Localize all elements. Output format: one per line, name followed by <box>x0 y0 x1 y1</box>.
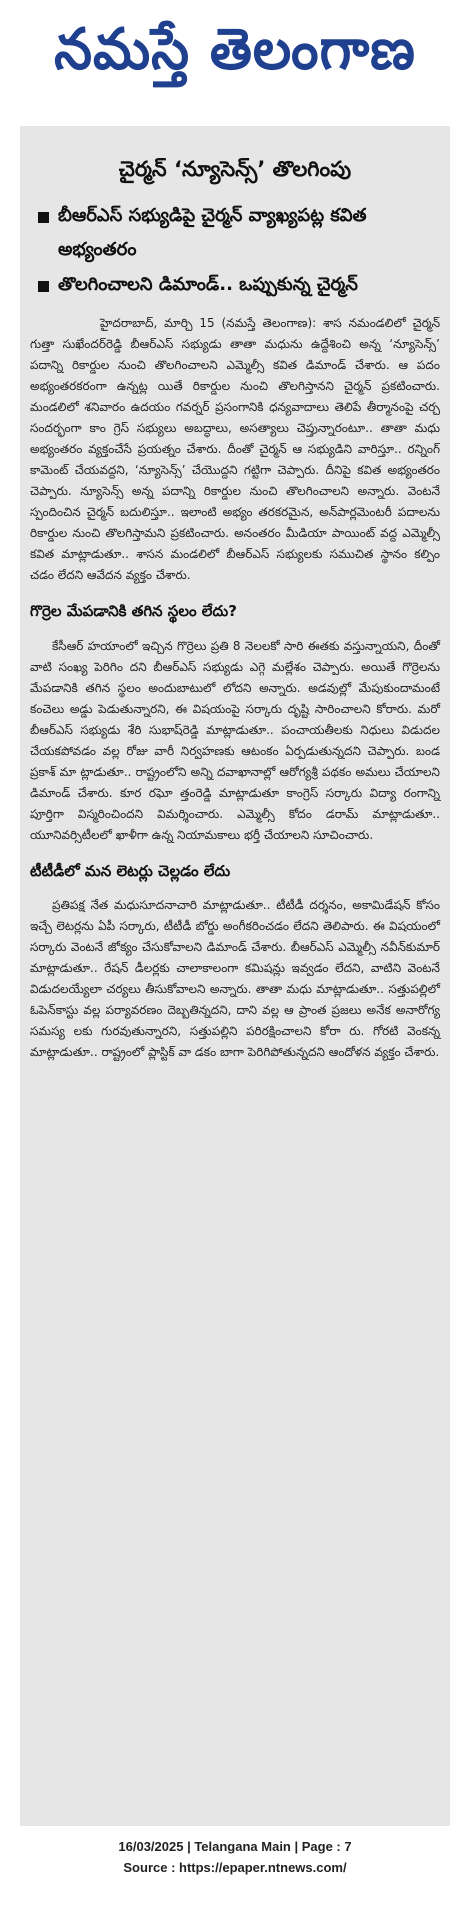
masthead <box>0 0 470 112</box>
sheep-paragraph: కేసీఆర్ హయాంలో ఇచ్చిన గొర్రెలు ప్రతి 8 నెలలకో సారి ఈతకు వస్తున్నాయని, దీంతో వాటి సంఖ్య పెరిగిం దని బీఆర్‌ఎస్ సభ్యుడు ఎగ్గె మల్లేశం చెప్పారు. అయితే గొర్రెలను మేపడానికి తగిన స్థలం అందుబాటులో లోదని అన్నారు. అడవుల్లో మేపుకుందామంటే కంచెలు అడ్డు పెడుతున్నారని, ఈ విషయంపై సర్కారు దృష్టి సారించాలని కోరారు. మరో బీఆర్‌ఎస్ సభ్యుడు శేరి సుభాష్‌రెడ్డి మాట్లాడుతూ.. పంచాయతీలకు నిధులు విడుదల చేయకపోవడం వల్ల రోజు వారీ నిర్వహణకు ఆటంకం ఏర్పడుతున్నదని చెప్పారు. బండ ప్రకాశ్ మా ట్లాడుతూ.. రాష్ట్రంలోని అన్ని దవాఖానాల్లో ఆరోగ్యశ్రీ పథకం అమలు చేయాలని డిమాండ్ చేశారు. కూర రఘో త్తంరెడ్డి మాట్లాడుతూ కాంగ్రెస్ సర్కారు విద్యా రంగాన్ని పూర్తిగా విస్మరించిందని విమర్శించారు. ఎమ్మెల్సీ కోదం డరామ్ మాట్లాడుతూ.. యూనివర్సిటీలలో ఖాళీగా ఉన్న నియామకాలు భర్తీ చేయాలని సూచించారు. <box>30 638 440 842</box>
footer <box>0 1836 470 1878</box>
footer-source-link[interactable]: Source : https://epaper.ntnews.com/ <box>123 1860 347 1875</box>
subheading-sheep: గొర్రెల మేపడానికి తగిన స్థలం లేదు? <box>30 602 237 621</box>
bullet-1: బీఆర్‌ఎస్ సభ్యుడిపై చైర్మన్ వ్యాఖ్యపట్ల కవిత అభ్యంతరం <box>38 199 440 266</box>
headline-bullets <box>30 199 440 301</box>
masthead-title: నమస్తే తెలంగాణ <box>54 15 416 82</box>
subheading-ttd: టీటీడీలో మన లెటర్లు చెల్లడం లేదు <box>30 861 231 880</box>
footer-edition-line: 16/03/2025 | Telangana Main | Page : 7 <box>118 1839 352 1854</box>
article-headline: చైర్మన్ ‘న్యూసెన్స్’ తొలగింపు <box>118 157 352 181</box>
bullet-2: తొలగించాలని డిమాండ్.. ఒప్పుకున్న చైర్మన్ <box>38 268 440 301</box>
dateline-paragraph: హైదరాబాద్, మార్చి 15 (నమస్తే తెలంగాణ): శాస నమండలిలో చైర్మన్ గుత్తా సుఖేందర్‌రెడ్డి బీఆర్‌ఎస్ సభ్యుడు తాతా మధును ఉద్దేశించి అన్న ‘న్యూసెన్స్’ పదాన్ని రికార్డుల నుంచి తొలగించాలని ఎమ్మెల్సీ కవిత డిమాండ్ చేశారు. ఆ పదం అభ్యంతరకరంగా ఉన్నట్ల యితే రికార్డుల నుంచి తొలగిస్తానని చైర్మన్ ప్రకటించారు. మండలిలో శనివారం ఉదయం గవర్నర్ ప్రసంగానికి ధన్యవాదాలు తెలిపే తీర్మానంపై చర్చ సందర్భంగా కాం గ్రెస్ సభ్యులు అబద్ధాలు, అసత్యాలు చెప్తున్నారంటూ.. తాతా మధు అభ్యంతరం వ్యక్తంచేసే ప్రయత్నం చేశారు. దీంతో చైర్మన్ ఆ సభ్యుడిని వారిస్తూ.. రన్నింగ్ కామెంట్ చేయవద్దని, ‘న్యూసెన్స్’ చేయొద్దని గట్టిగా చెప్పారు. దీనిపై కవిత అభ్యంతరం చెప్పారు. న్యూసెన్స్ అన్న పదాన్ని రికార్డుల నుంచి తొలగించాలని అన్నారు. వెంటనే స్పందించిన చైర్మన్ బదులిస్తూ.. ఇలాంటి అభ్యం తరకరమైన, అన్‌పార్లమెంటరీ పదాలను రికార్డుల నుంచి తొలగిస్తామని ప్రకటించారు. అనంతరం మీడియా పాయింట్ వద్ద ఎమ్మెల్సీ కవిత మాట్లాడుతూ.. శాసన మండలిలో బీఆర్‌ఎస్ సభ్యులకు సముచిత స్థానం కల్పిం చడం లేదని ఆవేదన వ్యక్తం చేశారు. <box>30 316 440 583</box>
article-clipping <box>20 126 450 1826</box>
ttd-paragraph: ప్రతిపక్ష నేత మధుసూదనాచారి మాట్లాడుతూ.. టీటీడీ దర్శనం, అకామిడేషన్ కోసం ఇచ్చే లెటర్లను ఏపీ సర్కారు, టీటీడీ బోర్డు అంగీకరించడం లేదని తెలిపారు. ఈ విషయంలో సర్కారు వెంటనే జోక్యం చేసుకోవాలని డిమాండ్ చేశారు. బీఆర్‌ఎస్ ఎమ్మెల్సీ నవీన్‌కుమార్ మాట్లాడుతూ.. రేషన్ డీలర్లకు చాలాకాలంగా కమిషన్లు ఇవ్వడం లేదని, వాటిని వెంటనే విడుదలయ్యేలా చర్యలు తీసుకోవాలని అన్నారు. తాతా మధు మాట్లాడుతూ.. సత్తుపల్లిలో ఓపెన్‌కాస్టు వల్ల పర్యావరణం దెబ్బతిన్నదని, దాని వల్ల ఆ ప్రాంత ప్రజలు అనేక అనారోగ్య సమస్య లకు గురవుతున్నారని, సత్తుపల్లిని పరిరక్షించాలని కోరా రు. గోరటి వెంకన్న మాట్లాడుతూ.. రాష్ట్రంలో ప్లాస్టిక్ వా డకం బాగా పెరిగిపోతున్నదని ఆందోళన వ్యక్తం చేశారు. <box>30 898 440 1060</box>
